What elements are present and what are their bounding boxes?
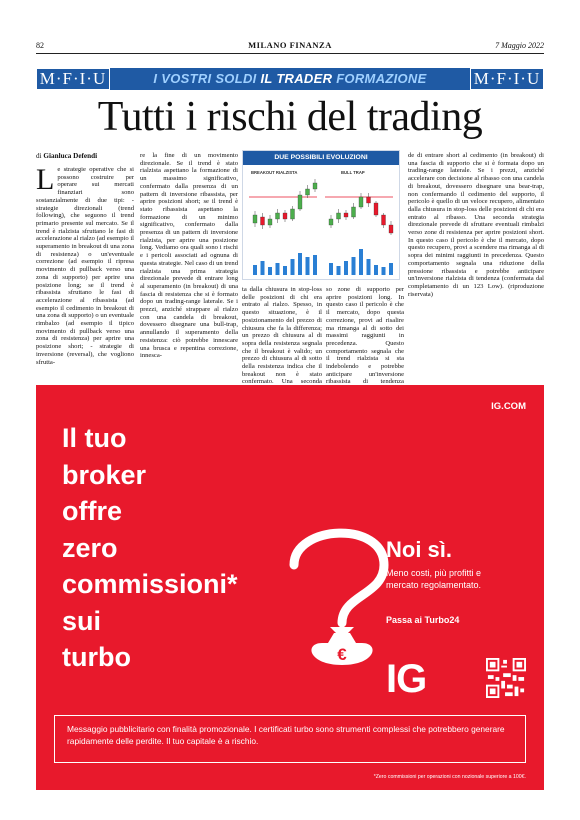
page-header [36,40,544,54]
section-label-post: FORMAZIONE [332,71,427,86]
volume-bar-right [359,249,363,275]
article-title: Tutti i rischi del trading [97,94,483,140]
drop-cap: L [36,163,55,196]
page-number: 82 [36,41,44,50]
volume-bar-left [261,261,265,275]
breakout-candle [268,219,272,225]
ad-footnote: *Zero commissioni per operazioni con nozionale superiore a 100€. [373,774,526,780]
volume-bar-left [253,265,257,275]
byline [36,152,97,160]
breakout-candle [313,183,317,189]
article-column-3 [242,286,322,386]
article-column-4 [326,286,404,386]
byline-author: Gianluca Defendi [43,152,98,160]
bulltrap-candle [337,213,341,219]
ad-headline-line: broker [62,459,147,490]
section-label-highlight: IL TRADER [260,71,333,86]
figure-title: DUE POSSIBILI EVOLUZIONI [243,151,399,165]
article-column-1 [36,163,134,376]
ad-headline-line: commissioni* [62,569,238,599]
breakout-candle [253,215,257,223]
article-column-2 [140,152,238,376]
section-label-pre: I VOSTRI SOLDI [153,71,261,86]
ad-headline-line: offre [62,496,122,526]
masthead: MILANO FINANZA [248,40,332,50]
volume-bar-left [276,263,280,275]
volume-bar-left [283,266,287,275]
byline-prefix: di [36,152,44,160]
article-column-1-text: e strategie operative che si possono costruire per operare sui mercati finanziari sono sostanzialmente di due tipi: - strategie direzionali (trend following), che seguono il trend primario presente sul mercato. Se il trend è rialzista sfruttano le fasi di accelerazione al rialzo (ad esempio il superamento in breakout di una zona di resistenza) o un'eventuale correzione (ad esempio il ripresa movimento di pullback verso una zona di supporto) per aprire una posizione long; se il trend è ribassista sfruttano le fasi di accelerazione al ribassista (ad esempio il cedimento in breakout di una zona di supporto) o un eventuale rimbalzo (ad esempio il tipico movimento di pullback verso una zona di resistenza) per aprire una posizione short; - strategie di inversione (reversal), che vogliono sfrutta- [36,166,134,366]
ad-headline [62,420,238,676]
ad-headline-line: Il tuo [62,423,127,453]
section-band [36,68,544,90]
section-label [116,68,464,90]
article-column-5-text: de di entrare short al cedimento (in breakout) di una fascia di supporto che si è formata dopo un trading-range laterale. Se i prezzi, anziché accelerare con decisione al ribasso con una candela di breakout, dovessero disegnare una bear-trap, non confermando il cedimento del supporto, il pericolo è quello di un veloce recupero, alimentato dalla chiusura in stop-loss delle posizioni di chi era entrato al ribasso. Una seconda strategia direzionale prevede di sfruttare eventuali rimbalzi verso zone di resistenza per aprire posizioni short. In questo caso il pericolo è che il mercato, dopo questo recupero, provi a scendere ma rimanga al di sopra dei minimi raggiunti in precedenza. Questo comportamento segnala una riduzione della pressione ribassista e potrebbe anticipare un'inversione rialzista di tendenza (confermata dal completamento di un 123 Low). (riproduzione riservata) [408,152,544,298]
bulltrap-candle [359,197,363,207]
volume-bar-right [367,259,371,275]
figure-two-scenarios [242,150,400,280]
breakout-candle [261,217,265,225]
ad-cta[interactable]: Passa ai Turbo24 [386,615,460,625]
ad-claim: Noi sì. [386,537,453,562]
article-column-4-text: so zone di supporto per aprire posizioni long. In questo caso il pericolo è che il mercato, dopo questa correzione, provi ad risalire ma rimanga al di sotto dei massimi raggiunti in precedenza. Questo comportamento segnala che il trend rialzista si sta indebolendo e potrebbe anticipare un'inversione ribassista di tendenza [326,286,404,386]
ad-subtitle: Meno costi, più profitti e mercato regolamentato. [386,568,482,590]
issue-date: 7 Maggio 2022 [495,41,544,50]
article-column-2-text: re la fine di un movimento direzionale. Se il trend è stato rialzista aspettano la formazione di un massimo significativo, confermato dalla presenza di un pattern di inversione ribassista, per aprire posizioni short; se il trend è stato ribassista aspettano la formazione di un minimo significativo, confermato dalla presenza di un pattern di inversione rialzista, per aprire una posizione long. Vediamo ora quali sono i rischi e i pericoli associati ad ognuna di questa strategie. Nel caso di un trend rialzista una prima strategia direzionale prevede di entrare long al superamento (in breakout) di una fascia di resistenza che si è formato dopo un trading-range laterale. Se i prezzi, anziché strappare al rialzo con una candela di breakout, dovessero disegnare una bull-trap, annullando il superamento della resistenza: ciò potrebbe innescare una brusca e repentina correzione, innesca- [140,152,238,360]
volume-bar-right [382,267,386,275]
volume-bar-left [306,257,310,275]
figure-canvas [243,165,399,279]
breakout-candle [306,189,310,195]
ig-advertisement[interactable] [36,385,544,790]
mfiu-logo-right: M·F·I·U [470,68,544,90]
bulltrap-candle [382,215,386,225]
volume-bar-right [352,257,356,275]
article-column-5 [408,152,544,376]
mfiu-logo-left: M·F·I·U [36,68,110,90]
article-column-3-text: ta dalla chiusura in stop-loss delle posizioni di chi era entrato al rialzo. Spesso, in questo situazione, è il posizionamento del prezzo di chiusura che fa la differenza; un prezzo di chiusura al di sopra della resistenza segnala che il breakout è valido; un prezzo di chiusura al di sotto della resistenza indica che il breakout non è stato confermato. Una seconda [242,286,322,386]
bulltrap-candle [344,213,348,217]
volume-bar-right [389,263,393,275]
ig-logo: IG [386,657,427,701]
bulltrap-candle [352,207,356,217]
volume-bar-left [313,255,317,275]
breakout-candle [283,213,287,219]
ad-headline-line: zero [62,532,118,563]
volume-bar-right [329,263,333,275]
breakout-candle [298,195,302,209]
breakout-candle [276,213,280,219]
euro-symbol: € [337,645,347,664]
bulltrap-candle [367,197,371,203]
volume-bar-left [298,253,302,275]
panel-label-left: BREAKOUT RIALZISTA [251,170,298,175]
ad-headline-line: turbo [62,642,131,672]
volume-bar-right [374,265,378,275]
volume-bar-right [344,261,348,275]
volume-bar-left [291,259,295,275]
ad-url[interactable]: IG.COM [491,401,526,412]
bulltrap-candle [389,225,393,233]
bulltrap-candle [329,219,333,225]
qr-code-icon[interactable] [486,658,526,698]
panel-label-right: BULL TRAP [341,170,365,175]
bulltrap-candle [374,203,378,215]
volume-bar-right [337,266,341,275]
ad-disclaimer: Messaggio pubblicitario con finalità promozionale. I certificati turbo sono strumenti complessi che potrebbero generare rapidamente delle perdite. Il tuo capitale è a rischio. [54,715,526,763]
ad-headline-line: sui [62,605,102,636]
volume-bar-left [268,267,272,275]
breakout-candle [291,209,295,219]
